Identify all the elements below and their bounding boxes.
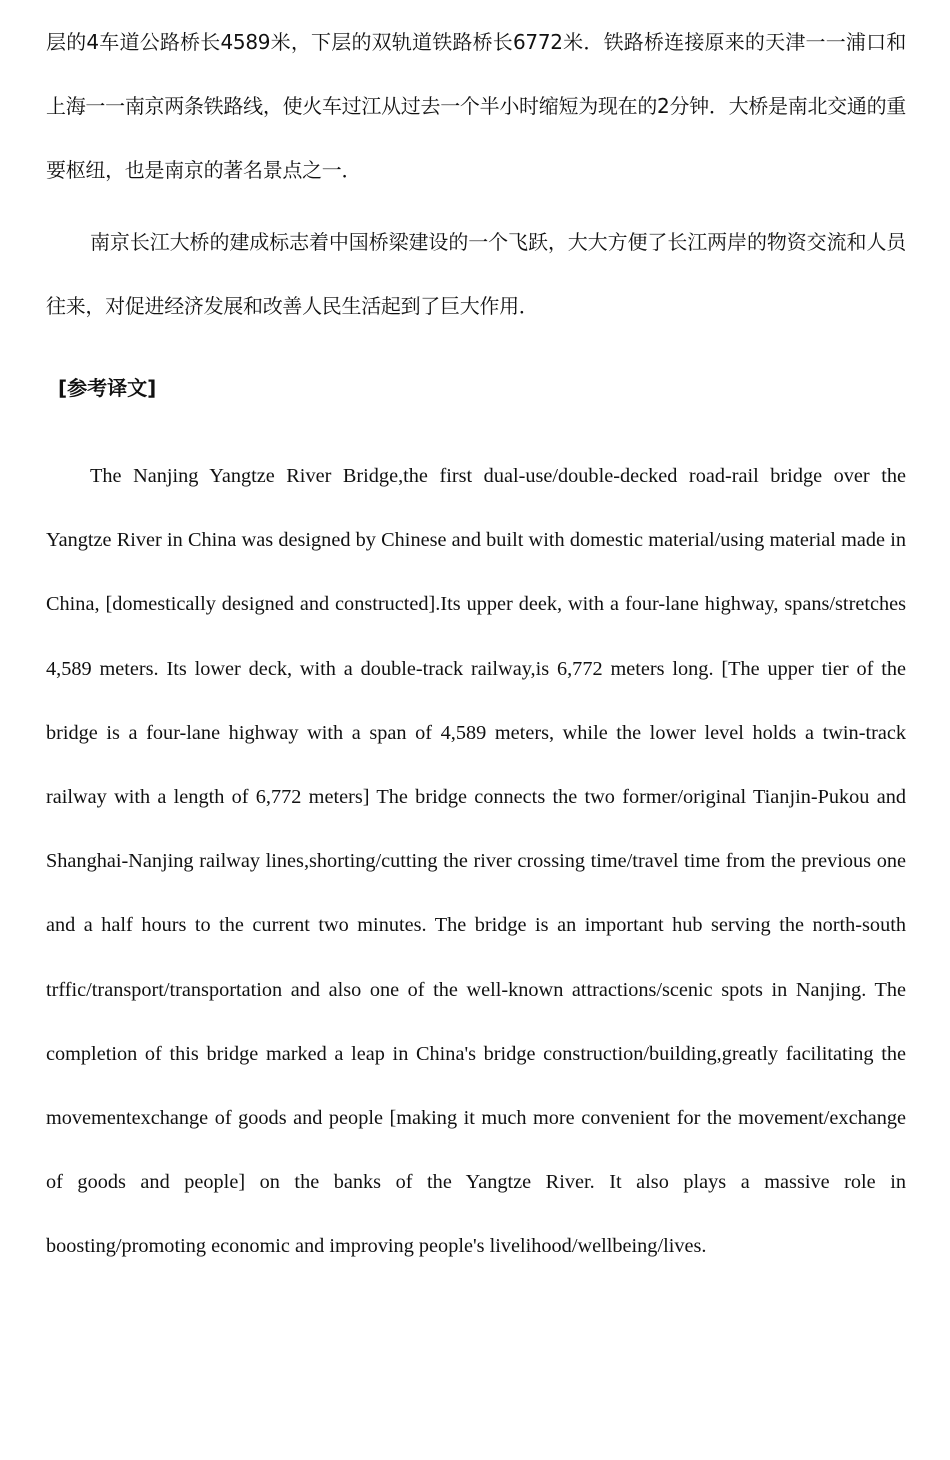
reference-translation-heading: [参考译文] xyxy=(58,376,157,400)
chinese-paragraph-bridge-details: 层的4车道公路桥长4589米，下层的双轨道铁路桥长6772米．铁路桥连接原来的天津一一浦口和上海一一南京两条铁路线，使火车过江从过去一个半小时缩短为现在的2分钟．大桥是南北交通的重要枢纽，也是南京的著名景点之一． xyxy=(46,30,906,182)
document-page xyxy=(46,0,906,1279)
english-translation-paragraph: The Nanjing Yangtze River Bridge,the first dual-use/double-decked road-rail bridge over the Yangtze River in China was designed by Chinese and built with domestic material/using material made in China, [domestically designed and constructed].Its upper deek, with a four-lane highway, spans/stretches 4,589 meters. Its lower deck, with a double-track railway,is 6,772 meters long. [The upper tier of the bridge is a four-lane highway with a span of 4,589 meters, while the lower level holds a twin-track railway with a length of 6,772 meters] The bridge connects the two former/original Tianjin-Pukou and Shanghai-Nanjing railway lines,shorting/cutting the river crossing time/travel time from the previous one and a half hours to the current two minutes. The bridge is an important hub serving the north-south trffic/transport/transportation and also one of the well-known attractions/scenic spots in Nanjing. The completion of this bridge marked a leap in China's bridge construction/building,greatly facilitating the movementexchange of goods and people [making it much more convenient for the movement/exchange of goods and people] on the banks of the Yangtze River. It also plays a massive role in boosting/promoting economic and improving people's livelihood/wellbeing/lives. xyxy=(46,465,906,1258)
chinese-paragraph-significance: 南京长江大桥的建成标志着中国桥梁建设的一个飞跃，大大方便了长江两岸的物资交流和人员往来，对促进经济发展和改善人民生活起到了巨大作用． xyxy=(46,230,906,318)
